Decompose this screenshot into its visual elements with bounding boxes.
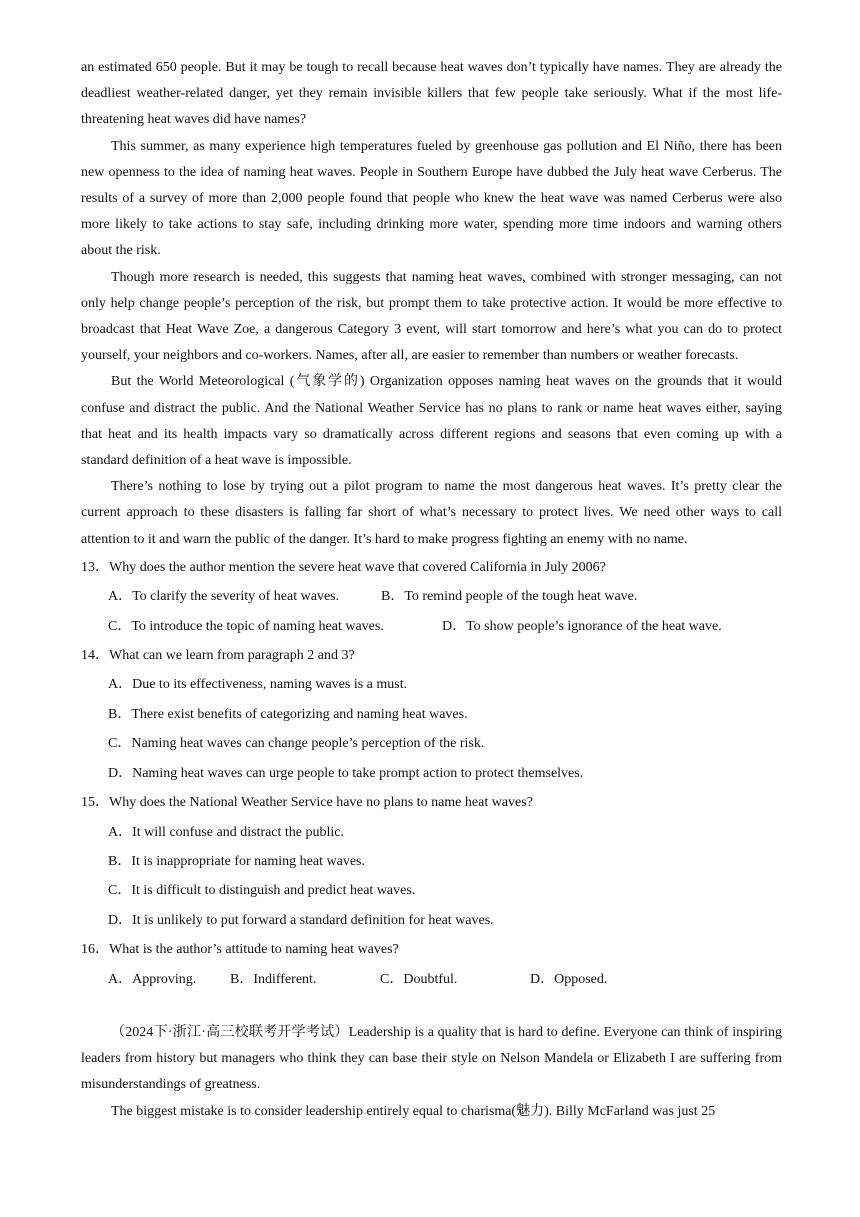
question-14 [81, 641, 782, 788]
option-c[interactable]: C．To introduce the topic of naming heat waves. [108, 618, 384, 634]
option-a[interactable]: A．To clarify the severity of heat waves. [108, 589, 340, 605]
question-stem: 13．Why does the author mention the severe heat wave that covered California in July 2006? [81, 559, 606, 575]
next-passage-paragraph-1: （2024下·浙江·高三校联考开学考试）Leadership is a quality that is hard to define. Everyone can think of inspiring leaders from history but managers who think they can base their style on Nelson Mandela or Elizabeth I are suffering from misunderstandings of greatness. [81, 1024, 782, 1093]
option-d[interactable]: D．It is unlikely to put forward a standard definition for heat waves. [108, 912, 494, 928]
option-c[interactable]: C．Naming heat waves can change people’s perception of the risk. [108, 736, 485, 752]
option-a[interactable]: A．Due to its effectiveness, naming waves is a must. [108, 677, 408, 693]
question-13 [81, 553, 782, 641]
option-row [81, 582, 782, 611]
passage-paragraph-4: But the World Meteorological (气象学的) Organization opposes naming heat waves on the grounds that it would confuse and distract the public. And the National Weather Service has no plans to rank or name heat waves either, saying that heat and its health impacts vary so dramatically across different regions and seasons that even coming up with a standard definition of a heat wave is impossible. [81, 374, 782, 469]
option-row [81, 965, 782, 994]
question-16 [81, 935, 782, 994]
option-d[interactable]: D．Opposed. [530, 971, 608, 987]
document-page [81, 55, 782, 1125]
next-passage-paragraph-2: The biggest mistake is to consider leadership entirely equal to charisma(魅力). Billy McFarland was just 25 [111, 1103, 716, 1119]
option-b[interactable]: B．Indifferent. [230, 971, 317, 987]
option-c[interactable]: C．It is difficult to distinguish and predict heat waves. [108, 883, 416, 899]
passage-paragraph-1: an estimated 650 people. But it may be tough to recall because heat waves don’t typically have names. They are already the deadliest weather-related danger, yet they remain invisible killers that few people take seriously. What if the most life-threatening heat waves did have names? [81, 60, 782, 128]
option-b[interactable]: B．There exist benefits of categorizing and naming heat waves. [108, 706, 468, 722]
option-d[interactable]: D．Naming heat waves can urge people to take prompt action to protect themselves. [108, 765, 584, 781]
passage-paragraph-2: This summer, as many experience high temperatures fueled by greenhouse gas pollution and El Niño, there has been new openness to the idea of naming heat waves. People in Southern Europe have dubbed the July heat wave Cerberus. The results of a survey of more than 2,000 people found that people who knew the heat wave was named Cerberus were also more likely to take actions to stay safe, including drinking more water, spending more time indoors and warning others about the risk. [81, 138, 782, 259]
question-stem: 16．What is the author’s attitude to naming heat waves? [81, 942, 399, 958]
option-a[interactable]: A．Approving. [108, 971, 197, 987]
option-c[interactable]: C．Doubtful. [380, 971, 458, 987]
passage-paragraph-3: Though more research is needed, this suggests that naming heat waves, combined with stronger messaging, can not only help change people’s perception of the risk, but prompt them to take protective action. It would be more effective to broadcast that Heat Wave Zoe, a dangerous Category 3 event, will start tomorrow and here’s what you can do to protect yourself, your neighbors and co-workers. Names, after all, are easier to remember than numbers or weather forecasts. [81, 269, 782, 364]
option-a[interactable]: A．It will confuse and distract the public. [108, 824, 344, 840]
passage-paragraph-5: There’s nothing to lose by trying out a pilot program to name the most dangerous heat waves. It’s pretty clear the current approach to these disasters is falling far short of what’s necessary to protect lives. We need other ways to call attention to it and warn the public of the danger. It’s hard to make progress fighting an enemy with no name. [81, 479, 782, 547]
option-b[interactable]: B．It is inappropriate for naming heat waves. [108, 853, 365, 869]
option-b[interactable]: B．To remind people of the tough heat wave. [381, 589, 638, 605]
question-15 [81, 788, 782, 935]
option-row [81, 612, 782, 641]
option-d[interactable]: D．To show people’s ignorance of the heat wave. [442, 618, 722, 634]
question-stem: 14．What can we learn from paragraph 2 and 3? [81, 648, 355, 664]
section-gap [81, 994, 782, 1020]
question-stem: 15．Why does the National Weather Service have no plans to name heat waves? [81, 795, 533, 811]
